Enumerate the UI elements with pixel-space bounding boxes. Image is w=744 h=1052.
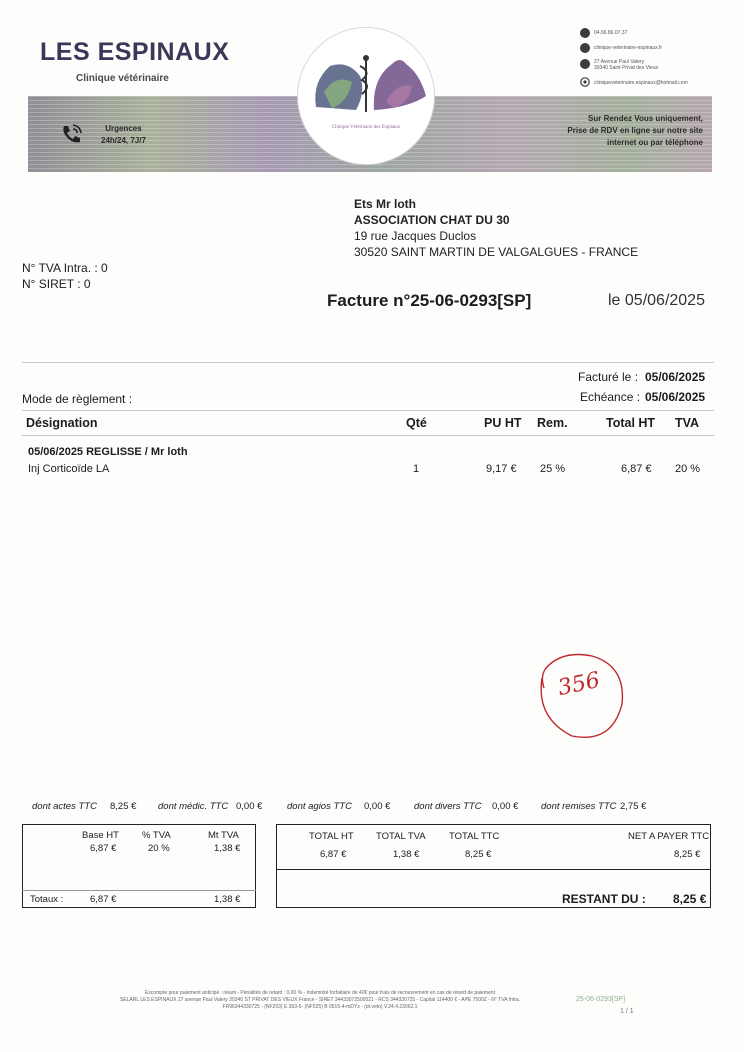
col-designation: Désignation — [26, 416, 98, 430]
line-group-title: 05/06/2025 REGLISSE / Mr loth — [28, 446, 188, 458]
totals-box-divider — [276, 869, 711, 870]
col-tva: TVA — [675, 416, 700, 430]
phone-icon — [58, 122, 84, 146]
footer-line-3: FR96344330725 - (NF203) E 363-5- (NF525) B 0515-4-mDYz - (dr.veto) V.24.4.23062.1 — [222, 1004, 418, 1010]
invoice-date: le 05/06/2025 — [608, 292, 705, 309]
table-header-divider — [22, 435, 714, 436]
line-pu: 9,17 € — [486, 463, 517, 475]
col-qte: Qté — [406, 416, 427, 430]
totaux-mt: 1,38 € — [214, 894, 241, 905]
total-tva-label: TOTAL TVA — [376, 831, 426, 842]
footer-line-1: Escompte pour paiement anticipé : néant - Pénalités de retard : 0,00 % - Indemnité forfaitaire de 40€ pour frais de recouvrement en cas de retard de paiement — [145, 990, 495, 996]
table-top-divider — [22, 410, 714, 411]
footer-invoice-ref: 25-06-0293[SP] — [576, 996, 626, 1003]
actes-label: dont actes TTC — [32, 801, 97, 812]
urgences-title: Urgences — [105, 124, 142, 133]
urgences-hours: 24h/24, 7J/7 — [101, 136, 146, 145]
rdv-line-2: Prise de RDV en ligne sur notre site — [567, 126, 703, 135]
totaux-label: Totaux : — [30, 894, 64, 905]
line-qte: 1 — [413, 463, 420, 475]
vat-mt: 1,38 € — [214, 843, 241, 854]
totaux-base: 6,87 € — [90, 894, 117, 905]
line-rem: 25 % — [540, 463, 566, 475]
vat-mt-label: Mt TVA — [208, 830, 239, 841]
clinic-brand: LES ESPINAUX — [40, 38, 230, 66]
location-icon — [580, 59, 590, 69]
remises-label: dont remises TTC — [541, 801, 617, 812]
echeance-label: Echéance : — [580, 390, 641, 404]
recipient-name: Ets Mr loth — [354, 197, 416, 211]
contact-phone: 04.66.86.07.37 — [594, 30, 628, 36]
recipient-street: 19 rue Jacques Duclos — [354, 229, 477, 243]
line-designation: Inj Corticoïde LA — [28, 463, 110, 475]
footer-line-2: SELARL LES ESPINAUX 27 avenue Paul Valery 30340 ST PRIVAT DES VIEUX France - SIRET 34433072500021 - RCS 344330725 - Capital 114400 € - APE 7500Z - N° TVA Intra. — [119, 997, 521, 1003]
contact-address-1: 27 Avenue Paul Valery — [594, 59, 645, 65]
total-ttc-label: TOTAL TTC — [449, 831, 500, 842]
phone-contact-icon — [580, 28, 590, 38]
total-tva: 1,38 € — [393, 849, 420, 860]
invoice-title: Facture n°25-06-0293[SP] — [327, 291, 532, 310]
agios-label: dont agios TTC — [287, 801, 352, 812]
vat-base: 6,87 € — [90, 843, 117, 854]
restant-du-label: RESTANT DU : — [562, 892, 646, 906]
divider — [22, 362, 714, 363]
page-number: 1 / 1 — [620, 1008, 634, 1015]
line-total: 6,87 € — [621, 463, 652, 475]
col-total: Total HT — [606, 416, 656, 430]
recipient-address — [354, 196, 638, 260]
facture-le-date: 05/06/2025 — [645, 370, 706, 384]
rdv-line-1: Sur Rendez Vous uniquement, — [588, 114, 703, 123]
divers-value: 0,00 € — [492, 801, 519, 812]
web-icon — [580, 43, 590, 53]
col-pu: PU HT — [484, 416, 522, 430]
client-ids — [22, 260, 108, 292]
siret: N° SIRET : 0 — [22, 277, 91, 291]
line-tva: 20 % — [675, 463, 701, 475]
legal-footer — [60, 990, 580, 1011]
payment-method: Mode de règlement : — [22, 392, 133, 406]
vat-pct-label: % TVA — [142, 830, 171, 841]
actes-value: 8,25 € — [110, 801, 137, 812]
rdv-line-3: internet ou par téléphone — [606, 138, 703, 147]
contact-web: clinique-veterinaire-espinaux.fr — [594, 45, 663, 51]
net-a-payer-label: NET A PAYER TTC — [628, 831, 710, 842]
total-ht: 6,87 € — [320, 849, 347, 860]
contact-email: cliniqueveterinaire.espinaux@hotmail.com — [594, 80, 688, 86]
logo-caption: Clinique Vétérinaire des Espinaux — [331, 125, 401, 130]
col-rem: Rem. — [537, 416, 568, 430]
facture-le-label: Facturé le : — [578, 370, 639, 384]
medic-label: dont médic. TTC — [158, 801, 229, 812]
recipient-org: ASSOCIATION CHAT DU 30 — [354, 213, 510, 227]
medic-value: 0,00 € — [236, 801, 263, 812]
contact-address-2: 30340 Saint Privat des Vieux — [594, 65, 659, 71]
vat-pct: 20 % — [148, 843, 170, 854]
vat-base-label: Base HT — [82, 830, 119, 841]
animals-logo-icon — [308, 52, 428, 116]
total-ht-label: TOTAL HT — [309, 831, 354, 842]
agios-value: 0,00 € — [364, 801, 391, 812]
remises-value: 2,75 € — [620, 801, 647, 812]
clinic-subtitle: Clinique vétérinaire — [76, 73, 169, 84]
at-sign-icon — [580, 77, 590, 87]
recipient-city: 30520 SAINT MARTIN DE VALGALGUES - FRANCE — [354, 245, 639, 259]
vat-box-divider — [22, 890, 256, 891]
net-a-payer: 8,25 € — [674, 849, 701, 860]
tva-intra: N° TVA Intra. : 0 — [22, 261, 108, 275]
urgences-note — [101, 123, 146, 147]
total-ttc: 8,25 € — [465, 849, 492, 860]
restant-du: 8,25 € — [673, 892, 707, 906]
handwritten-number: 356 — [555, 667, 603, 702]
divers-label: dont divers TTC — [414, 801, 482, 812]
rdv-note — [540, 113, 703, 149]
echeance-date: 05/06/2025 — [645, 390, 706, 404]
